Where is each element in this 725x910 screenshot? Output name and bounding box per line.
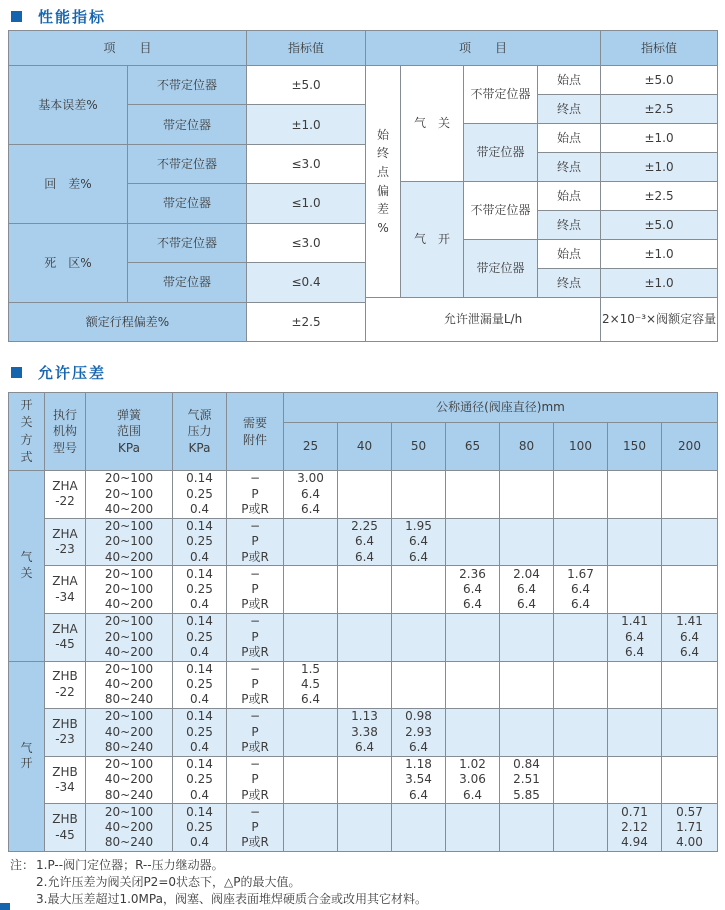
t2-pressure-cell: 0.14 0.25 0.4: [173, 566, 227, 614]
t2-model-cell: ZHA -45: [45, 613, 86, 661]
t2-value-cell: [554, 804, 608, 852]
t2-value-cell: [284, 804, 338, 852]
t2-value-cell: [392, 471, 446, 519]
t1r-header-value: 指标值: [601, 31, 718, 66]
t2-value-cell: 1.02 3.06 6.4: [446, 756, 500, 804]
t2-value-cell: 0.84 2.51 5.85: [500, 756, 554, 804]
t1l-group-basic-error: 基本误差%: [9, 66, 128, 145]
t1r-value-cell: ±5.0: [601, 66, 718, 95]
t2-header-actuator-model: 执行 机构 型号: [45, 393, 86, 471]
t2-value-cell: [446, 518, 500, 566]
pressure-table: [8, 392, 718, 852]
t2-pressure-cell: 0.14 0.25 0.4: [173, 518, 227, 566]
t1l-value-cell: ≤3.0: [247, 223, 366, 262]
t1r-point-cell: 终点: [538, 211, 601, 240]
t1r-value-cell: ±5.0: [601, 211, 718, 240]
t2-value-cell: [500, 661, 554, 709]
t2-value-cell: 1.95 6.4 6.4: [392, 518, 446, 566]
bullet-square-icon: [11, 367, 22, 378]
bullet-square-icon: [11, 11, 22, 22]
t2-value-cell: [338, 756, 392, 804]
t1r-leakage-label: 允许泄漏量L/h: [366, 298, 601, 342]
t2-spring-cell: 20~100 20~100 40~200: [86, 613, 173, 661]
t2-value-cell: [554, 709, 608, 757]
t1l-value-cell: ±1.0: [247, 105, 366, 144]
t1l-sub-label: 不带定位器: [128, 223, 247, 262]
t2-value-cell: 2.36 6.4 6.4: [446, 566, 500, 614]
t2-model-cell: ZHB -45: [45, 804, 86, 852]
note-text: 1.P--阀门定位器；R--压力继动器。: [36, 858, 224, 872]
t1r-leakage-value: 2×10⁻³×阀额定容量: [601, 298, 718, 342]
t1r-value-cell: ±1.0: [601, 269, 718, 298]
t1l-value-cell: ≤0.4: [247, 263, 366, 302]
t2-pressure-cell: 0.14 0.25 0.4: [173, 661, 227, 709]
t2-accessory-cell: − P P或R: [227, 709, 284, 757]
t2-value-cell: 1.41 6.4 6.4: [662, 613, 718, 661]
t2-value-cell: [662, 518, 718, 566]
section1-title-text: 性能指标: [38, 8, 107, 26]
t2-diameter-col: 65: [446, 423, 500, 471]
t2-value-cell: [392, 661, 446, 709]
t2-header-accessory: 需要 附件: [227, 393, 284, 471]
t1r-value-cell: ±2.5: [601, 95, 718, 124]
t1r-point-cell: 终点: [538, 95, 601, 124]
t2-diameter-col: 50: [392, 423, 446, 471]
t2-value-cell: [446, 661, 500, 709]
t2-value-cell: [446, 471, 500, 519]
t2-value-cell: 1.41 6.4 6.4: [608, 613, 662, 661]
t2-value-cell: [392, 613, 446, 661]
t1r-positioner-label: 带定位器: [464, 124, 538, 182]
t2-value-cell: 0.71 2.12 4.94: [608, 804, 662, 852]
t2-value-cell: [446, 804, 500, 852]
t2-air-to-close-cell: 气 关: [9, 471, 45, 662]
t2-spring-cell: 20~100 20~100 40~200: [86, 471, 173, 519]
t2-model-cell: ZHA -34: [45, 566, 86, 614]
t1r-point-cell: 终点: [538, 153, 601, 182]
t2-value-cell: [500, 709, 554, 757]
t2-value-cell: [662, 709, 718, 757]
t2-diameter-col: 25: [284, 423, 338, 471]
footnote-line: [10, 874, 427, 891]
performance-table-left: [8, 30, 366, 342]
t2-value-cell: [608, 471, 662, 519]
t2-value-cell: [338, 471, 392, 519]
t2-model-cell: ZHB -23: [45, 709, 86, 757]
t2-value-cell: [608, 756, 662, 804]
t2-value-cell: [500, 471, 554, 519]
t1l-sub-label: 带定位器: [128, 263, 247, 302]
t1r-point-cell: 始点: [538, 124, 601, 153]
t2-value-cell: 1.5 4.5 6.4: [284, 661, 338, 709]
t1r-positioner-label: 不带定位器: [464, 66, 538, 124]
section2-title-text: 允许压差: [38, 364, 107, 382]
t2-pressure-cell: 0.14 0.25 0.4: [173, 804, 227, 852]
t2-value-cell: [554, 661, 608, 709]
pressure-table-grid: [8, 392, 718, 852]
t2-value-cell: [662, 566, 718, 614]
t2-value-cell: [662, 756, 718, 804]
t2-diameter-col: 200: [662, 423, 718, 471]
t2-value-cell: 0.98 2.93 6.4: [392, 709, 446, 757]
note-text: 2.允许压差为阀关闭P2=0状态下，△P的最大值。: [36, 875, 301, 889]
t2-header-switch-mode: 开 关 方 式: [9, 393, 45, 471]
t2-model-cell: ZHB -34: [45, 756, 86, 804]
section-title-allowable-pressure: [11, 362, 106, 383]
t2-value-cell: [338, 566, 392, 614]
t2-accessory-cell: − P P或R: [227, 613, 284, 661]
footnote-line: [10, 857, 427, 874]
section-title-performance: [11, 6, 106, 27]
t1r-start-end-deviation-label: 始 终 点 偏 差 %: [366, 66, 401, 298]
t1r-point-cell: 始点: [538, 182, 601, 211]
t1l-value-cell: ±5.0: [247, 66, 366, 105]
t1r-value-cell: ±1.0: [601, 153, 718, 182]
t2-model-cell: ZHB -22: [45, 661, 86, 709]
t2-value-cell: [392, 804, 446, 852]
footnotes: [10, 857, 427, 908]
t2-value-cell: 2.25 6.4 6.4: [338, 518, 392, 566]
t2-value-cell: [608, 518, 662, 566]
t2-value-cell: [608, 566, 662, 614]
t1r-value-cell: ±1.0: [601, 240, 718, 269]
t2-value-cell: [554, 518, 608, 566]
t2-value-cell: [608, 709, 662, 757]
performance-table: [8, 30, 718, 342]
t2-value-cell: [662, 471, 718, 519]
t1r-positioner-label: 带定位器: [464, 240, 538, 298]
t2-value-cell: [554, 756, 608, 804]
t2-value-cell: 3.00 6.4 6.4: [284, 471, 338, 519]
t2-value-cell: 1.18 3.54 6.4: [392, 756, 446, 804]
t2-value-cell: [284, 709, 338, 757]
t2-accessory-cell: − P P或R: [227, 566, 284, 614]
t1r-positioner-label: 不带定位器: [464, 182, 538, 240]
t2-value-cell: [392, 566, 446, 614]
t1l-sub-label: 带定位器: [128, 105, 247, 144]
t1r-point-cell: 始点: [538, 240, 601, 269]
t2-pressure-cell: 0.14 0.25 0.4: [173, 613, 227, 661]
t1l-value-cell: ≤3.0: [247, 144, 366, 183]
t1l-value-cell: ≤1.0: [247, 184, 366, 223]
t2-air-to-open-cell: 气 开: [9, 661, 45, 852]
t2-pressure-cell: 0.14 0.25 0.4: [173, 471, 227, 519]
t2-pressure-cell: 0.14 0.25 0.4: [173, 709, 227, 757]
t2-accessory-cell: − P P或R: [227, 661, 284, 709]
t2-header-nominal-diameter: 公称通径(阀座直径)mm: [284, 393, 718, 423]
t2-value-cell: [284, 613, 338, 661]
t2-value-cell: [608, 661, 662, 709]
page-corner-mark: [0, 903, 10, 910]
t2-accessory-cell: − P P或R: [227, 804, 284, 852]
t2-spring-cell: 20~100 40~200 80~240: [86, 756, 173, 804]
note-text: 3.最大压差超过1.0MPa，阀塞、阀座表面堆焊硬质合金或改用其它材料。: [36, 892, 427, 906]
t2-accessory-cell: − P P或R: [227, 471, 284, 519]
t2-value-cell: [446, 613, 500, 661]
t2-value-cell: [338, 804, 392, 852]
t2-value-cell: [554, 613, 608, 661]
t2-accessory-cell: − P P或R: [227, 756, 284, 804]
t2-value-cell: [284, 518, 338, 566]
t2-header-spring-range: 弹簧 范围 KPa: [86, 393, 173, 471]
t1l-header-item: 项 目: [9, 31, 247, 66]
t1r-point-cell: 始点: [538, 66, 601, 95]
footnote-line: [10, 891, 427, 908]
t2-pressure-cell: 0.14 0.25 0.4: [173, 756, 227, 804]
t1r-value-cell: ±2.5: [601, 182, 718, 211]
t2-value-cell: 2.04 6.4 6.4: [500, 566, 554, 614]
t1r-air-to-close-cell: 气 关: [401, 66, 464, 182]
t2-value-cell: [284, 566, 338, 614]
t1r-air-to-open-cell: 气 开: [401, 182, 464, 298]
t2-model-cell: ZHA -22: [45, 471, 86, 519]
t2-value-cell: [446, 709, 500, 757]
t1l-group-hysteresis: 回 差%: [9, 144, 128, 223]
t2-value-cell: [284, 756, 338, 804]
t2-spring-cell: 20~100 40~200 80~240: [86, 804, 173, 852]
t2-diameter-col: 100: [554, 423, 608, 471]
t1l-header-value: 指标值: [247, 31, 366, 66]
t2-value-cell: [500, 804, 554, 852]
t2-value-cell: [500, 518, 554, 566]
t2-spring-cell: 20~100 40~200 80~240: [86, 661, 173, 709]
t1r-point-cell: 终点: [538, 269, 601, 298]
t2-value-cell: [554, 471, 608, 519]
t2-spring-cell: 20~100 40~200 80~240: [86, 709, 173, 757]
t2-value-cell: 0.57 1.71 4.00: [662, 804, 718, 852]
t1r-header-item: 项 目: [366, 31, 601, 66]
t1r-value-cell: ±1.0: [601, 124, 718, 153]
t1l-sub-label: 不带定位器: [128, 66, 247, 105]
t2-value-cell: 1.13 3.38 6.4: [338, 709, 392, 757]
t2-spring-cell: 20~100 20~100 40~200: [86, 566, 173, 614]
t2-value-cell: [338, 613, 392, 661]
t2-value-cell: [500, 613, 554, 661]
t2-value-cell: [662, 661, 718, 709]
t2-model-cell: ZHA -23: [45, 518, 86, 566]
t2-diameter-col: 40: [338, 423, 392, 471]
t2-diameter-col: 80: [500, 423, 554, 471]
t2-spring-cell: 20~100 20~100 40~200: [86, 518, 173, 566]
t1l-group-dead-zone: 死 区%: [9, 223, 128, 302]
t1l-value-cell: ±2.5: [247, 302, 366, 341]
t2-header-air-pressure: 气源 压力 KPa: [173, 393, 227, 471]
t1l-sub-label: 不带定位器: [128, 144, 247, 183]
t1l-sub-label: 带定位器: [128, 184, 247, 223]
t2-value-cell: 1.67 6.4 6.4: [554, 566, 608, 614]
t2-accessory-cell: − P P或R: [227, 518, 284, 566]
t1l-rated-travel-deviation-label: 额定行程偏差%: [9, 302, 247, 341]
t2-diameter-col: 150: [608, 423, 662, 471]
t2-value-cell: [338, 661, 392, 709]
performance-table-right: [365, 30, 718, 342]
note-prefix: 注：: [10, 858, 35, 872]
